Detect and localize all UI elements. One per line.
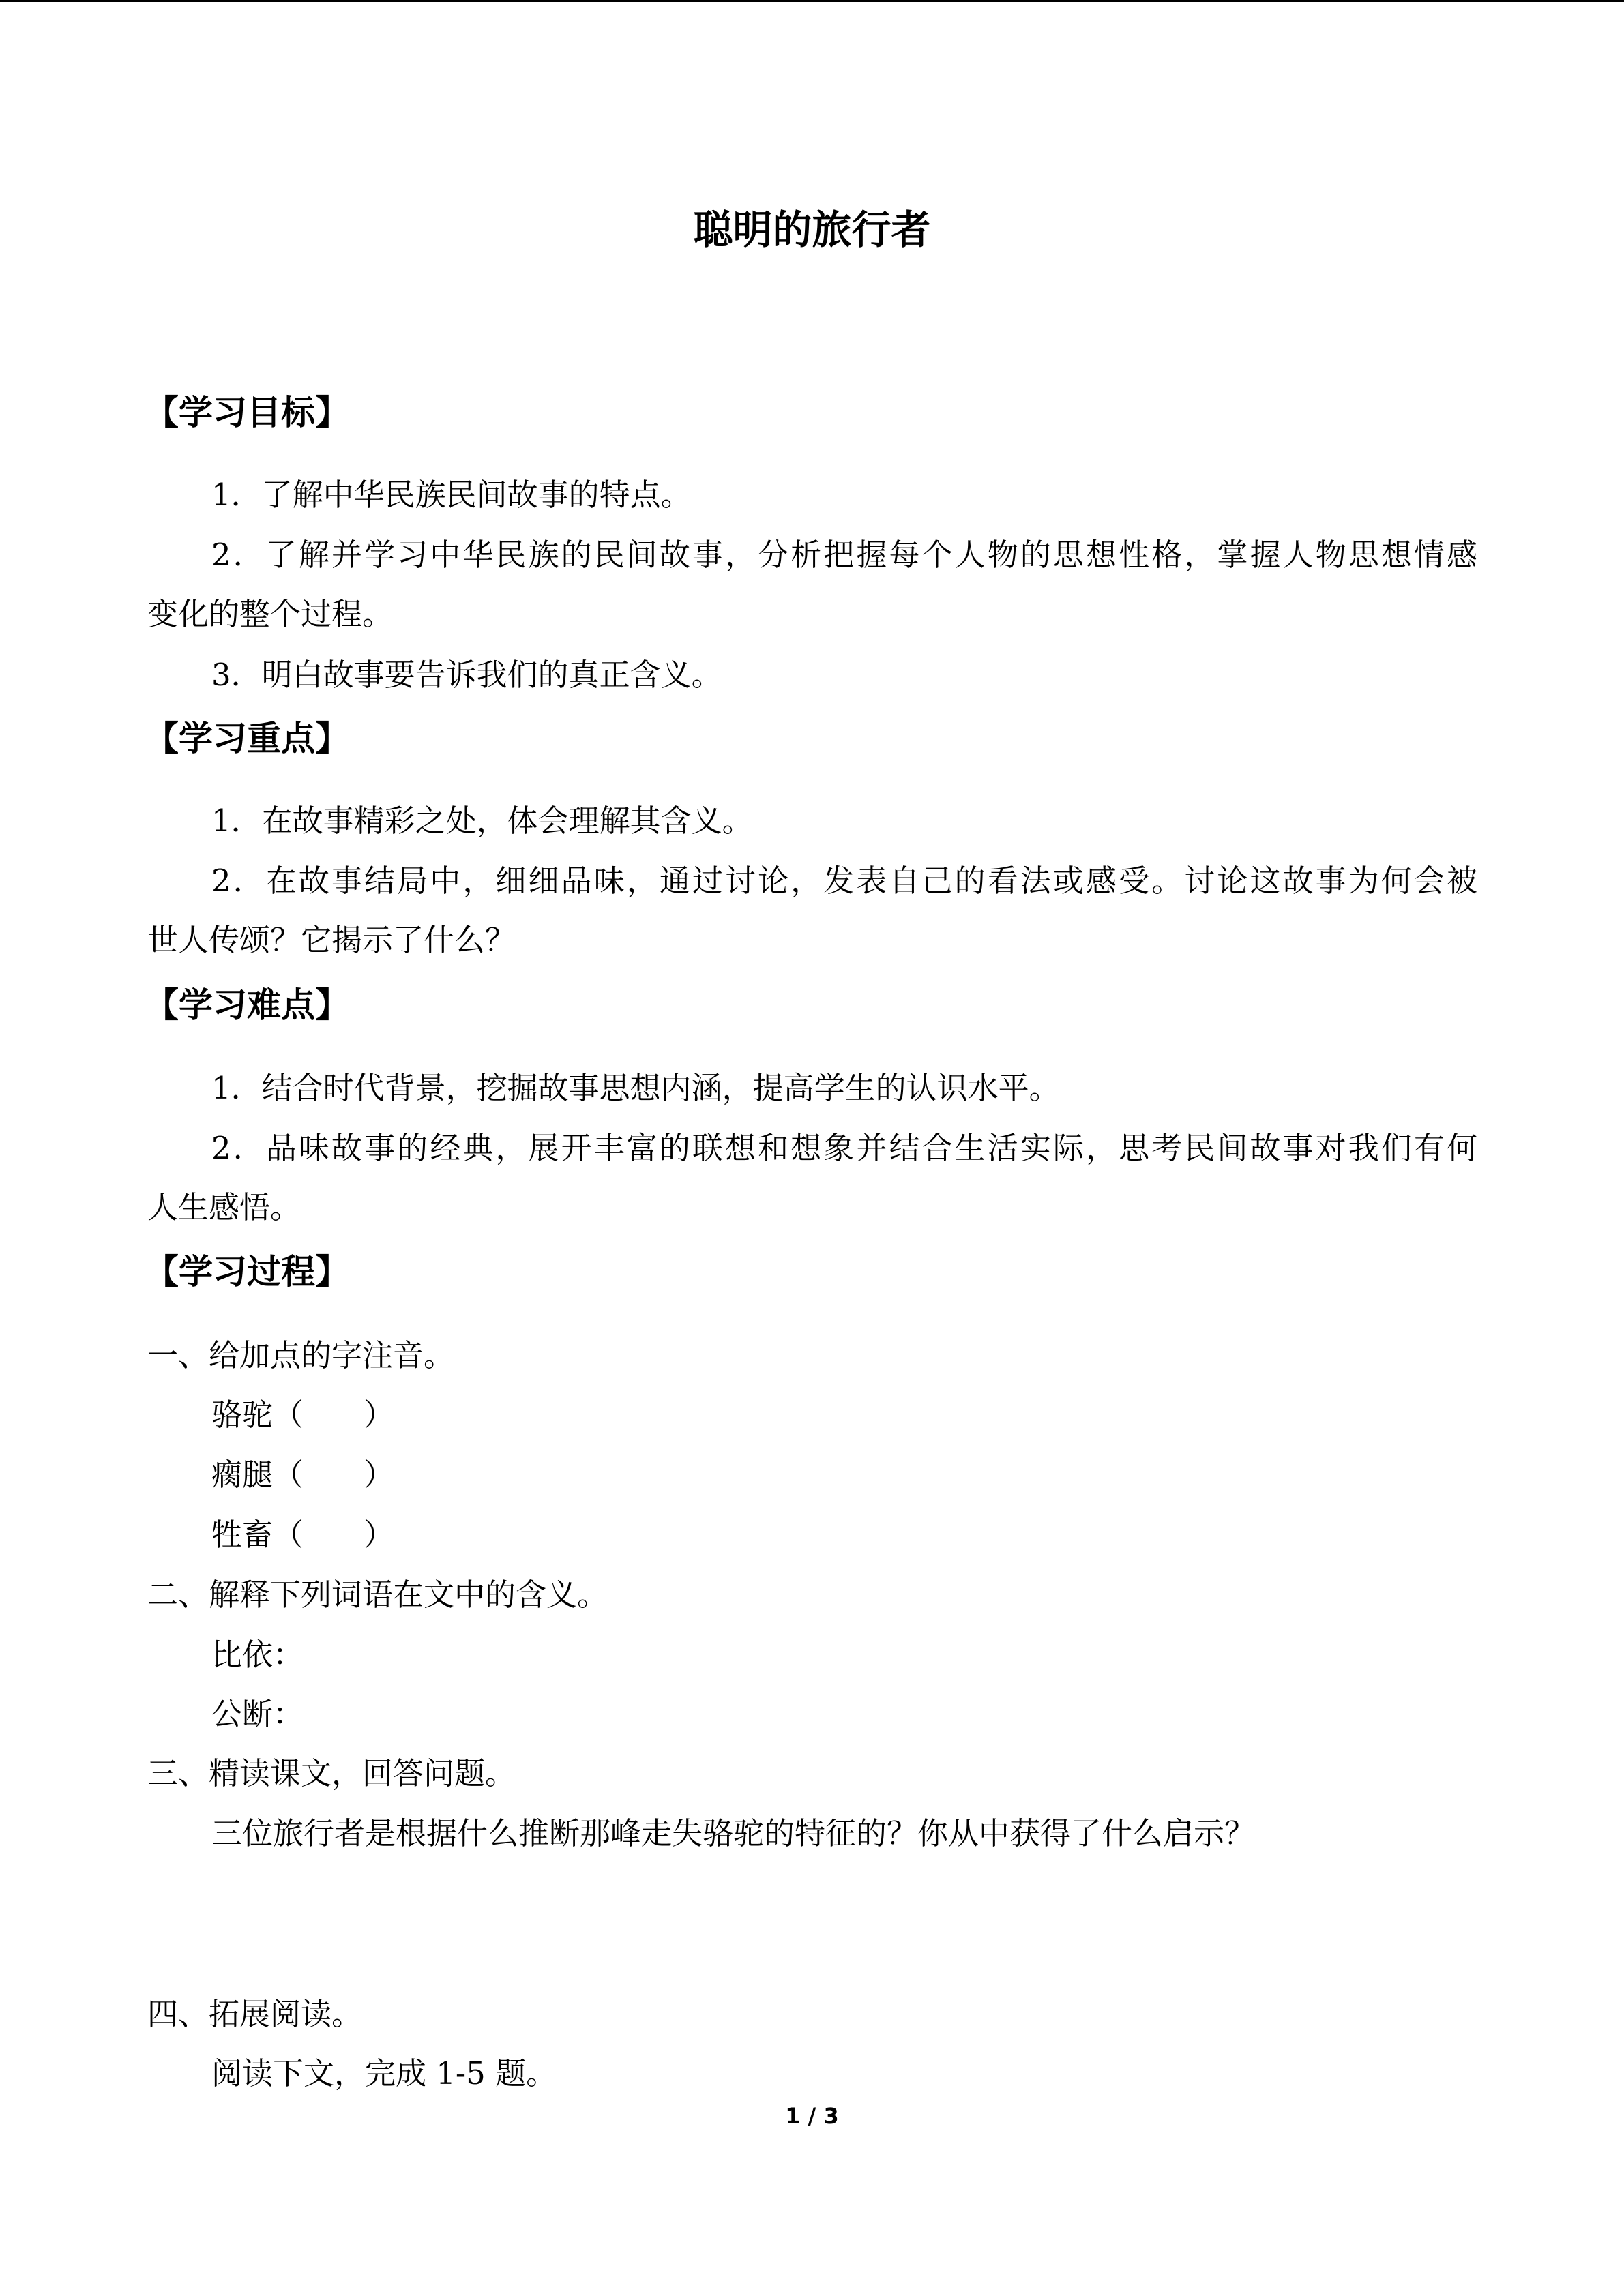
question-4-label: 四、拓展阅读。 [147, 1996, 363, 2032]
top-border [0, 0, 1624, 2]
question-3-text: 三位旅行者是根据什么推断那峰走失骆驼的特征的？你从中获得了什么启示？ [211, 1815, 1256, 1851]
question-1-label: 一、给加点的字注音。 [147, 1337, 455, 1373]
key-item-2-line-1: 2．在故事结局中，细细品味，通过讨论，发表自己的看法或感受。讨论这故事为何会被 [211, 863, 1477, 899]
section-heading-key: 【学习重点】 [145, 718, 349, 758]
term-item-2: 公断： [211, 1696, 304, 1732]
question-4-instruction: 阅读下文，完成 1-5 题。 [211, 2055, 557, 2091]
pinyin-item-3: 牲畜（ ） [211, 1517, 395, 1553]
difficult-item-2-line-1: 2．品味故事的经典，展开丰富的联想和想象并结合生活实际，思考民间故事对我们有何 [211, 1130, 1477, 1166]
key-item-2-line-2: 世人传颂？它揭示了什么？ [147, 922, 516, 958]
pinyin-item-2: 瘸腿（ ） [211, 1457, 395, 1493]
key-item-1: 1．在故事精彩之处，体会理解其含义。 [211, 803, 753, 839]
pinyin-word-1: 骆驼（ [211, 1397, 304, 1433]
key-item-2 [147, 863, 1477, 958]
term-item-1: 比依： [211, 1637, 304, 1673]
question-2-label: 二、解释下列词语在文中的含义。 [147, 1577, 608, 1613]
section-heading-goals: 【学习目标】 [145, 392, 349, 432]
difficult-item-2-line-2: 人生感悟。 [147, 1189, 301, 1225]
goal-item-2 [147, 537, 1477, 632]
goal-item-2-line-1: 2．了解并学习中华民族的民间故事，分析把握每个人物的思想性格，掌握人物思想情感 [211, 537, 1477, 573]
page-title: 聪明的旅行者 [693, 207, 931, 253]
section-heading-process: 【学习过程】 [145, 1251, 349, 1292]
page-number: 1 / 3 [785, 2103, 839, 2129]
section-heading-difficult: 【学习难点】 [145, 985, 349, 1025]
goal-item-3: 3．明白故事要告诉我们的真正含义。 [211, 657, 722, 693]
difficult-item-1: 1．结合时代背景，挖掘故事思想内涵，提高学生的认识水平。 [211, 1070, 1060, 1106]
goal-item-2-line-2: 变化的整个过程。 [147, 596, 394, 632]
goal-item-1: 1．了解中华民族民间故事的特点。 [211, 477, 692, 513]
pinyin-item-1: 骆驼（ ） [211, 1397, 395, 1433]
question-3-label: 三、精读课文，回答问题。 [147, 1755, 516, 1791]
difficult-item-2 [147, 1130, 1477, 1225]
pinyin-word-2: 瘸腿（ [211, 1457, 304, 1493]
pinyin-word-3: 牲畜（ [211, 1517, 304, 1553]
